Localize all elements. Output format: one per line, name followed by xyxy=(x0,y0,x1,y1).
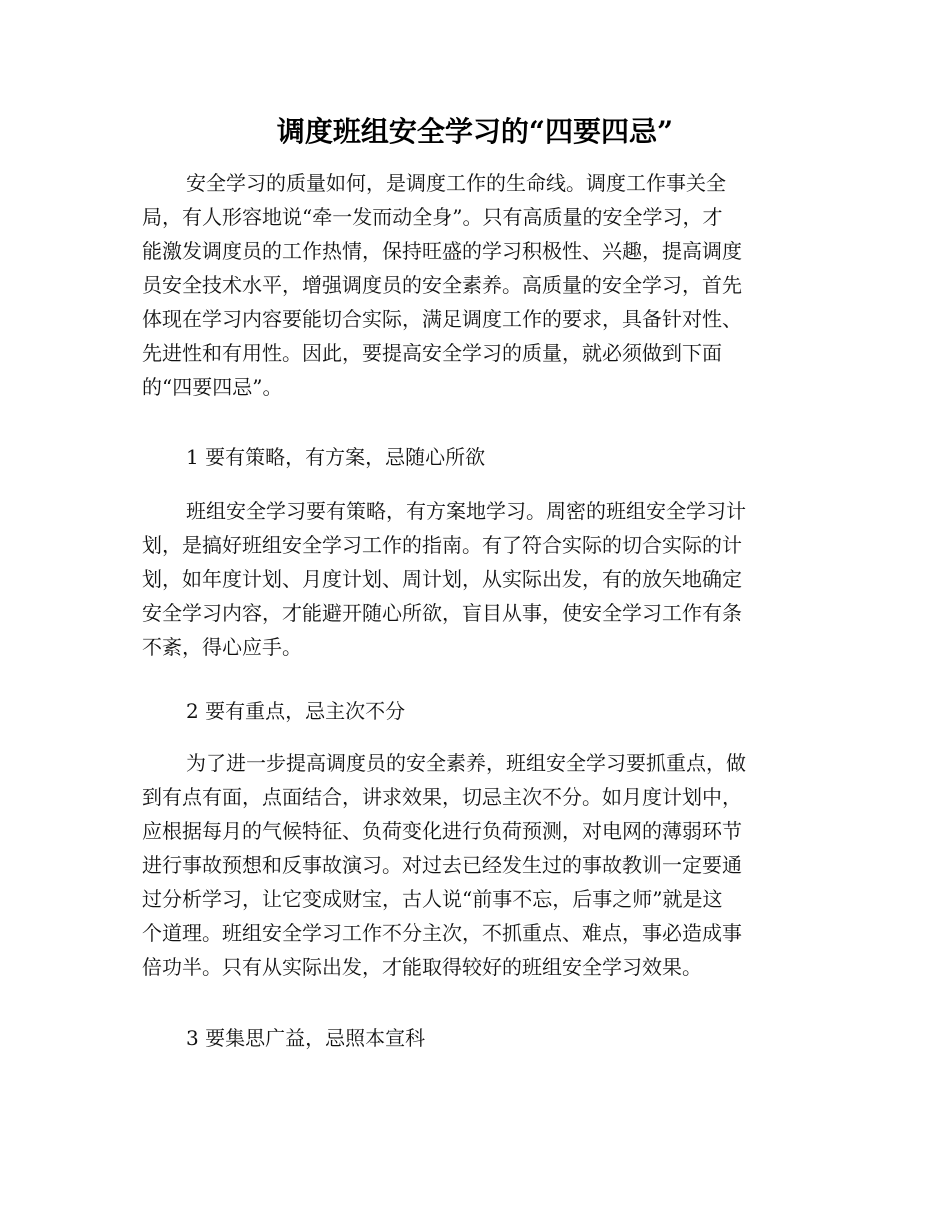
section-heading-2: 2 要有重点，忌主次不分 xyxy=(186,699,406,723)
section-heading-1: 1 要有策略，有方案，忌随心所欲 xyxy=(186,445,486,469)
section-2-line: 进行事故预想和反事故演习。对过去已经发生过的事故教训一定要通 xyxy=(142,853,742,877)
section-1-line: 班组安全学习要有策略，有方案地学习。周密的班组安全学习计 xyxy=(186,499,746,523)
section-1-line: 划，是搞好班组安全学习工作的指南。有了符合实际的切合实际的计 xyxy=(142,533,742,557)
section-2-line: 到有点有面，点面结合，讲求效果，切忌主次不分。如月度计划中， xyxy=(142,785,742,809)
intro-line: 的“四要四忌”。 xyxy=(142,375,283,399)
section-2-line: 倍功半。只有从实际出发，才能取得较好的班组安全学习效果。 xyxy=(142,955,702,979)
section-1-line: 划，如年度计划、月度计划、周计划，从实际出发，有的放矢地确定 xyxy=(142,567,742,591)
intro-line: 安全学习的质量如何，是调度工作的生命线。调度工作事关全 xyxy=(186,171,726,195)
intro-line: 局，有人形容地说“牵一发而动全身”。只有高质量的安全学习，才 xyxy=(142,205,723,229)
section-2-line: 个道理。班组安全学习工作不分主次，不抓重点、难点，事必造成事 xyxy=(142,921,742,945)
section-heading-3: 3 要集思广益，忌照本宣科 xyxy=(186,1026,426,1050)
section-2-line: 为了进一步提高调度员的安全素养，班组安全学习要抓重点，做 xyxy=(186,751,746,775)
document-title: 调度班组安全学习的“四要四忌” xyxy=(276,115,674,148)
section-1-line: 不紊，得心应手。 xyxy=(142,635,302,659)
section-1-paragraph xyxy=(142,494,794,664)
intro-line: 能激发调度员的工作热情，保持旺盛的学习积极性、兴趣，提高调度 xyxy=(142,239,742,263)
section-1-line: 安全学习内容，才能避开随心所欲，盲目从事，使安全学习工作有条 xyxy=(142,601,742,625)
section-2-line: 过分析学习，让它变成财宝，古人说“前事不忘，后事之师”就是这 xyxy=(142,887,723,911)
intro-line: 体现在学习内容要能切合实际，满足调度工作的要求，具备针对性、 xyxy=(142,307,742,331)
intro-paragraph xyxy=(142,166,794,404)
intro-line: 先进性和有用性。因此，要提高安全学习的质量，就必须做到下面 xyxy=(142,341,722,365)
intro-line: 员安全技术水平，增强调度员的安全素养。高质量的安全学习，首先 xyxy=(142,273,742,297)
section-2-line: 应根据每月的气候特征、负荷变化进行负荷预测，对电网的薄弱环节 xyxy=(142,819,742,843)
section-2-paragraph xyxy=(142,746,794,984)
